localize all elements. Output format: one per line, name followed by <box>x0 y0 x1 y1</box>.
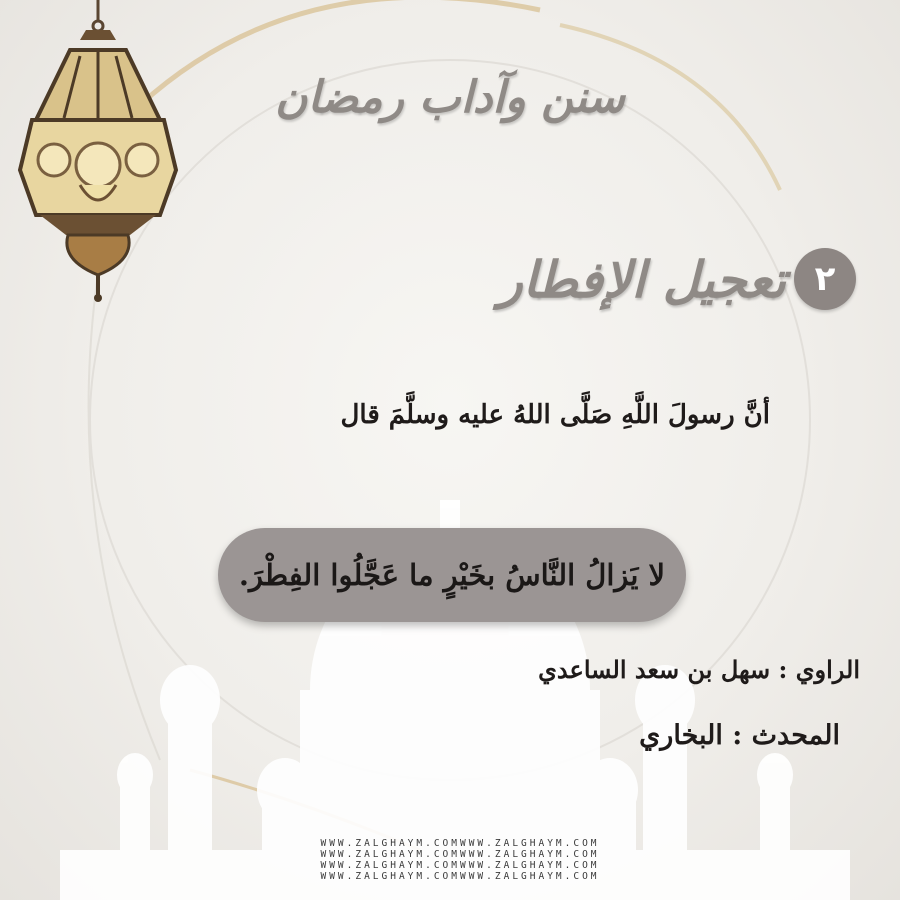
hadith-text: لا يَزالُ النَّاسُ بخَيْرٍ ما عَجَّلُوا الفِطْرَ. <box>238 558 666 592</box>
watermark-line: WWW.ZALGHAYM.COMWWW.ZALGHAYM.COM <box>320 838 600 849</box>
topic-heading <box>300 240 870 340</box>
watermark-line: WWW.ZALGHAYM.COMWWW.ZALGHAYM.COM <box>320 849 600 860</box>
page-title: سنن وآداب رمضان <box>275 72 625 123</box>
hadith-intro: أنَّ رسولَ اللَّهِ صَلَّى اللهُ عليه وسلَّمَ قال <box>340 400 770 430</box>
narrator-line: الراوي : سهل بن سعد الساعدي <box>538 655 860 684</box>
watermark-line: WWW.ZALGHAYM.COMWWW.ZALGHAYM.COM <box>320 871 600 882</box>
topic-title: تعجيل الإفطار <box>498 250 786 309</box>
watermark <box>250 838 670 882</box>
hadith-box <box>218 528 686 622</box>
muhaddith-line: المحدث : البخاري <box>639 720 840 751</box>
watermark-line: WWW.ZALGHAYM.COMWWW.ZALGHAYM.COM <box>320 860 600 871</box>
topic-number-badge: ٢ <box>794 248 856 310</box>
lantern-icon <box>10 0 185 305</box>
